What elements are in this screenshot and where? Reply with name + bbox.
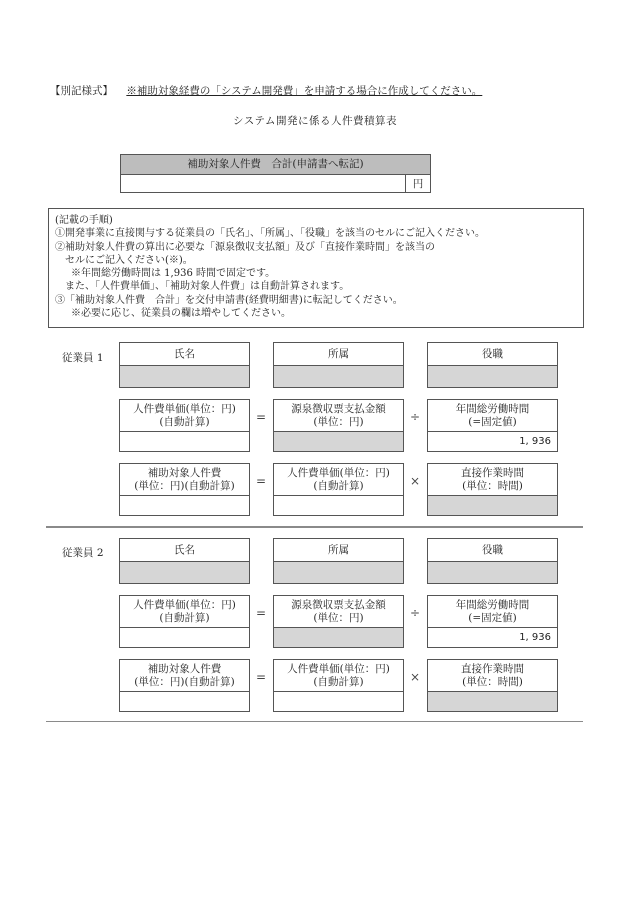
direct-hours-label: 直接作業時間 [461,466,524,479]
employee-2-dept-cell [273,538,404,584]
employee-2-direct-hours-cell [427,659,558,712]
unit-price-label: 人件費単価(単位：円) [133,402,236,415]
instruction-note-add-rows: ※必要に応じ、従業員の欄は増やしてください。 [71,308,291,320]
employee-1-dept-cell [273,342,404,388]
employee-2-annual-hours-cell [427,595,558,648]
employee-1-name-cell [119,342,250,388]
employee-2-withholding-input[interactable] [274,628,403,647]
annual-hours-label: 年間総労働時間 [455,402,530,415]
unit-hours-label: (単位：時間) [462,479,523,492]
auto-calc-label: (自動計算) [159,415,210,428]
employee-1-eligible-cost-value [120,496,249,515]
employee-2-name-input[interactable] [120,562,249,583]
unit-price-label: 人件費単価(単位：円) [287,466,390,479]
role-label: 役職 [428,343,557,366]
role-label: 役職 [428,539,557,562]
unit-yen-label: (単位：円) [313,415,364,428]
employee-1-withholding-cell [273,399,404,452]
annual-hours-label: 年間総労働時間 [455,598,530,611]
employee-2-annual-hours-value: 1, 936 [519,632,551,643]
total-value-field[interactable] [121,175,406,193]
employee-1-unit-price-value [120,432,249,451]
instructions-heading: (記載の手順) [55,215,113,226]
instruction-step-2: ②補助対象人件費の算出に必要な「源泉徴収支払額」及び「直接作業時間」を該当の [55,241,435,253]
employee-1-annual-hours-value: 1, 936 [519,436,551,447]
document-title: システム開発に係る人件費積算表 [233,115,397,127]
employee-1-unit-price-cell [119,399,250,452]
employee-1-direct-hours-input[interactable] [428,496,557,515]
employee-1-unit-price-2-value [274,496,403,515]
form-tag: 【別記様式】 [50,85,113,97]
total-label: 補助対象人件費 合計(申請書へ転記) [121,155,430,175]
auto-calc-label: (自動計算) [313,479,364,492]
employee-2-role-input[interactable] [428,562,557,583]
form-note: ※補助対象経費の「システム開発費」を申請する場合に作成してください。 [126,85,483,97]
times-operator: × [409,474,421,488]
employee-2-eligible-cost-value [120,692,249,711]
equals-operator: = [255,606,267,620]
auto-calc-label: (自動計算) [313,675,364,688]
name-label: 氏名 [120,343,249,366]
employee-2-role-cell [427,538,558,584]
unit-hours-label: (単位：時間) [462,675,523,688]
dept-label: 所属 [274,539,403,562]
instruction-step-1: ①開発事業に直接関与する従業員の「氏名」、「所属」、「役職」を該当のセルにご記入ください。 [55,228,485,240]
withholding-label: 源泉徴収票支払金額 [291,598,386,611]
employee-1-role-cell [427,342,558,388]
employee-1-unit-price-2-cell [273,463,404,516]
equals-operator: = [255,670,267,684]
name-label: 氏名 [120,539,249,562]
instructions-box [48,208,584,328]
total-unit: 円 [412,178,424,190]
employee-2-unit-price-2-cell [273,659,404,712]
employee-2-unit-price-cell [119,595,250,648]
unit-yen-label: (単位：円) [313,611,364,624]
instruction-step-2-cont: セルにご記入ください(※)。 [65,254,193,266]
form-header [50,83,482,98]
fixed-value-label: (=固定値) [468,415,517,428]
times-operator: × [409,670,421,684]
auto-calc-label: (自動計算) [159,611,210,624]
fixed-value-label: (=固定値) [468,611,517,624]
equals-operator: = [255,474,267,488]
employee-1-annual-hours-cell [427,399,558,452]
employee-2-direct-hours-input[interactable] [428,692,557,711]
direct-hours-label: 直接作業時間 [461,662,524,675]
employee-1-withholding-input[interactable] [274,432,403,451]
withholding-label: 源泉徴収票支払金額 [291,402,386,415]
unit-price-label: 人件費単価(単位：円) [133,598,236,611]
section-divider [46,526,583,528]
employee-1-name-input[interactable] [120,366,249,387]
divide-operator: ÷ [409,410,421,424]
employee-1-eligible-cost-cell [119,463,250,516]
section-divider [46,721,583,722]
instruction-step-3: ③「補助対象人件費 合計」を交付申請書(経費明細書)に転記してください。 [55,294,403,306]
eligible-cost-unit-label: (単位：円)(自動計算) [134,479,235,492]
employee-2-unit-price-value [120,628,249,647]
employee-2-label: 従業員 2 [62,547,104,559]
employee-2-dept-input[interactable] [274,562,403,583]
employee-2-eligible-cost-cell [119,659,250,712]
total-box [120,154,431,193]
employee-2-unit-price-2-value [274,692,403,711]
eligible-cost-label: 補助対象人件費 [147,466,222,479]
employee-2-name-cell [119,538,250,584]
unit-price-label: 人件費単価(単位：円) [287,662,390,675]
employee-1-dept-input[interactable] [274,366,403,387]
instruction-note-auto-calc: また、「人件費単価」、「補助対象人件費」は自動計算されます。 [65,281,350,293]
employee-1-direct-hours-cell [427,463,558,516]
employee-2-withholding-cell [273,595,404,648]
employee-1-label: 従業員 1 [62,352,104,364]
eligible-cost-unit-label: (単位：円)(自動計算) [134,675,235,688]
divide-operator: ÷ [409,606,421,620]
instruction-note-fixed-hours: ※年間総労働時間は 1,936 時間で固定です。 [71,268,276,280]
dept-label: 所属 [274,343,403,366]
eligible-cost-label: 補助対象人件費 [147,662,222,675]
employee-1-role-input[interactable] [428,366,557,387]
equals-operator: = [255,410,267,424]
